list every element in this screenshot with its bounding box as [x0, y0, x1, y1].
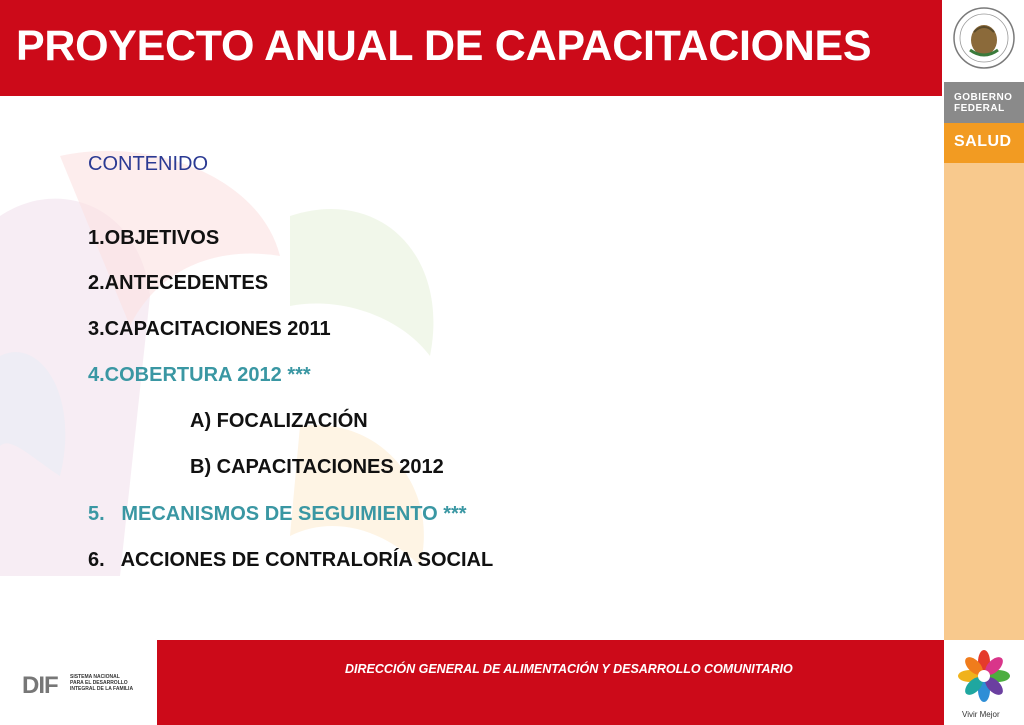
- vivir-mejor-label: Vivir Mejor: [962, 710, 1000, 719]
- gobierno-federal-label: GOBIERNO FEDERAL: [944, 82, 1024, 123]
- dif-subtitle-line: INTEGRAL DE LA FAMILIA: [70, 686, 134, 692]
- dif-logo-text: DIF: [22, 672, 58, 699]
- list-item: 2.ANTECEDENTES: [88, 272, 269, 294]
- page-title: PROYECTO ANUAL DE CAPACITACIONES: [16, 22, 872, 70]
- dif-subtitle-line: SISTEMA NACIONAL: [70, 674, 120, 680]
- list-subitem: B) CAPACITACIONES 2012: [190, 456, 444, 478]
- dif-subtitle: [70, 674, 133, 692]
- list-subitem: A) FOCALIZACIÓN: [190, 410, 368, 432]
- list-item: 6. ACCIONES DE CONTRALORÍA SOCIAL: [88, 549, 494, 571]
- footer-text: DIRECCIÓN GENERAL DE ALIMENTACIÓN Y DESARROLLO COMUNITARIO: [345, 662, 793, 676]
- sidebar: [944, 0, 1024, 725]
- dif-subtitle-line: PARA EL DESARROLLO: [70, 680, 128, 686]
- list-item: 1.OBJETIVOS: [88, 227, 220, 249]
- sidebar-band: [944, 163, 1024, 640]
- vivir-mejor-icon: [944, 640, 1024, 710]
- mexico-seal-icon: [944, 0, 1024, 82]
- list-item: 4.COBERTURA 2012 ***: [88, 364, 311, 386]
- list-item: 3.CAPACITACIONES 2011: [88, 318, 331, 340]
- vivir-mejor-logo: [944, 640, 1024, 725]
- header-bar: [0, 0, 942, 96]
- footer-bar: [157, 640, 944, 725]
- section-title: CONTENIDO: [88, 153, 208, 175]
- salud-label: SALUD: [944, 123, 1024, 163]
- list-item: 5. MECANISMOS DE SEGUIMIENTO ***: [88, 503, 467, 525]
